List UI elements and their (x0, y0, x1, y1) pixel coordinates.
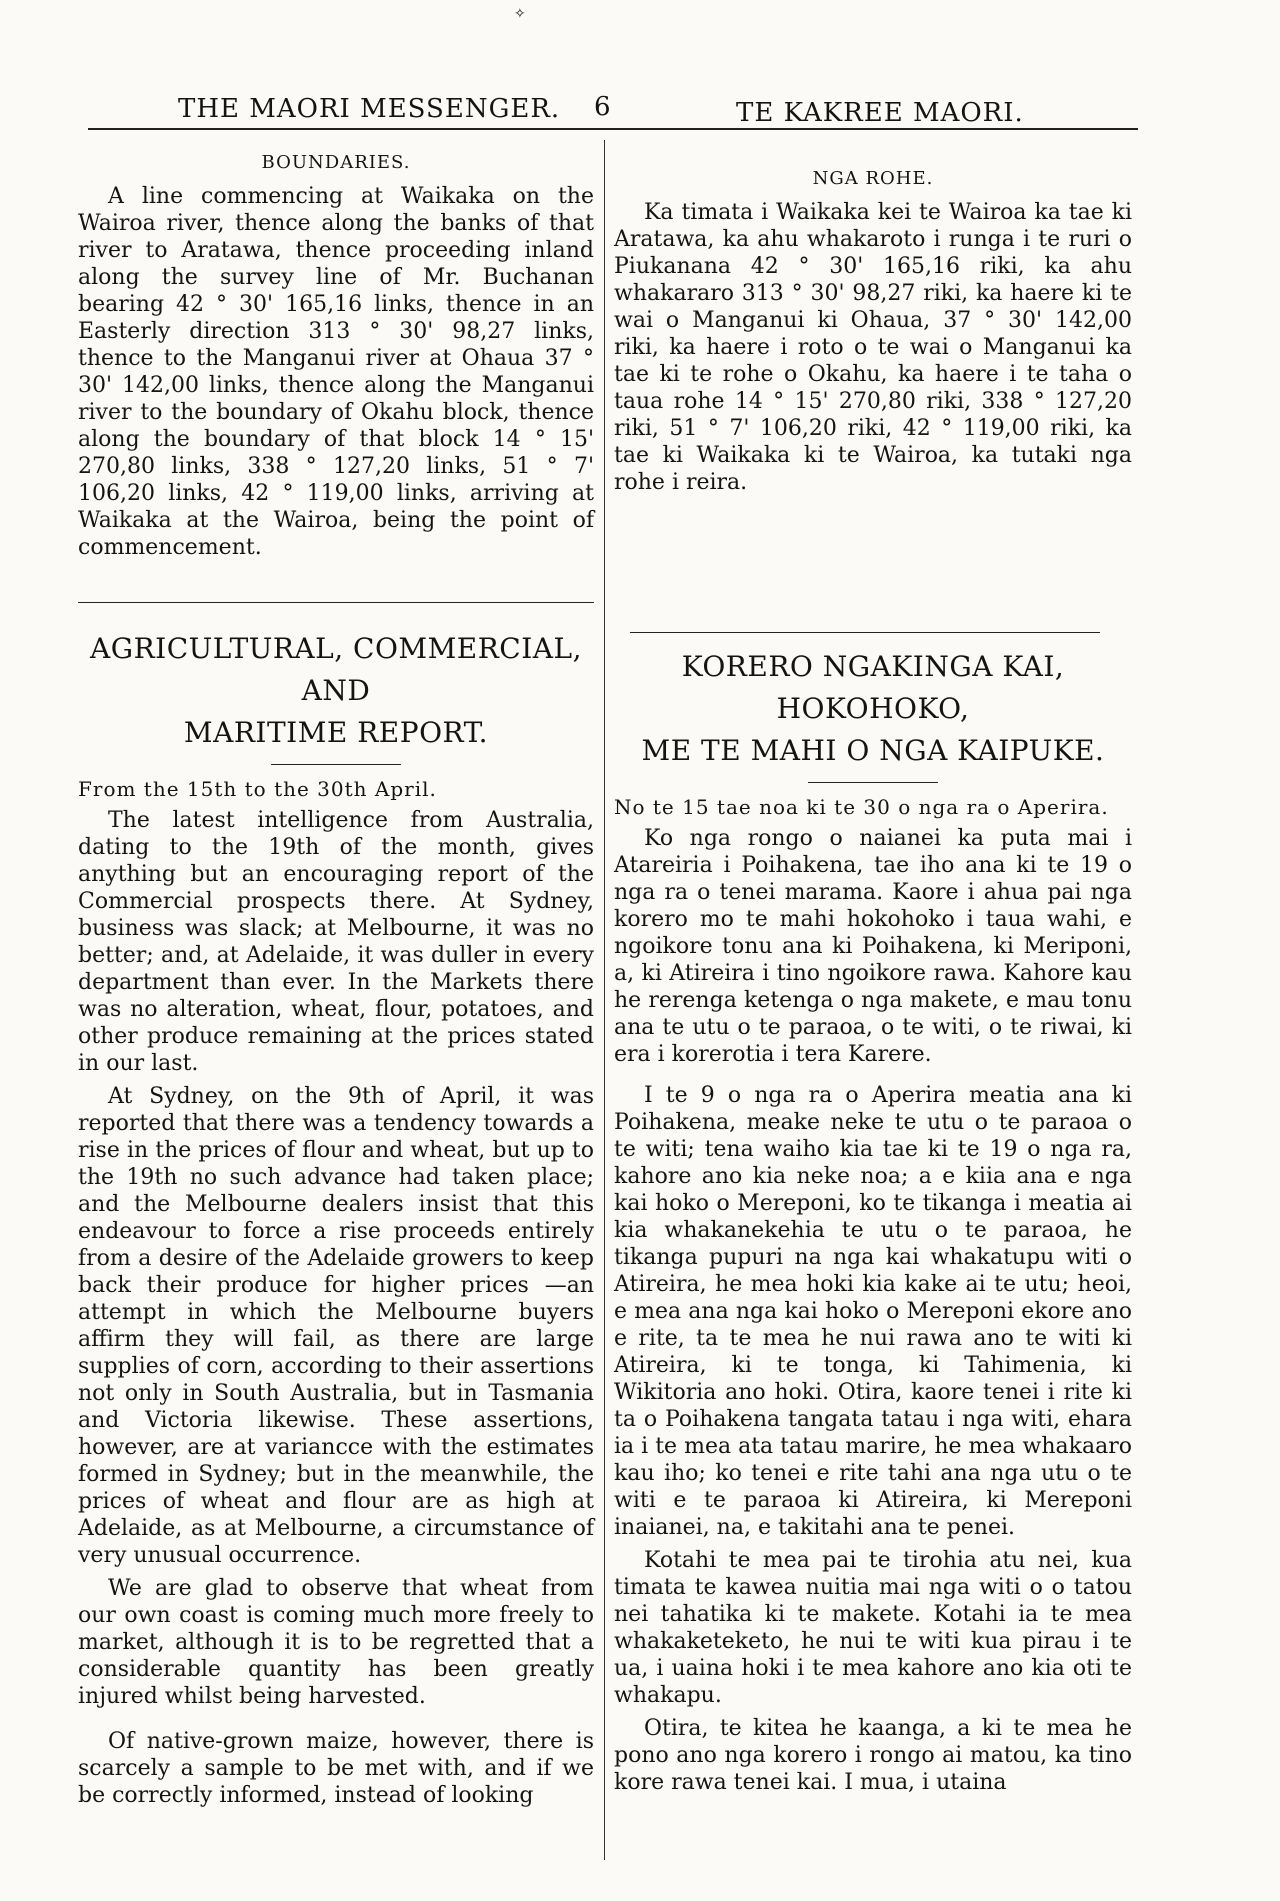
report-heading-line-2: MARITIME REPORT. (183, 716, 489, 749)
report-paragraph: At Sydney, on the 9th of April, it was reported that there was a tendency towards a rise in the prices of flour and wheat, but up to the 19th no such advance had taken place; and the Melbourne dealers insist that this endeavour to force a rise proceeds entirely from a desire of the Adelaide growers to keep back their produce for higher prices —an attempt in which the Melbourne buyers affirm they will fail, as there are large supplies of corn, according to their assertions not only in South Australia, but in Tasmania and Victoria likewise. These assertions, however, are at variancce with the estimates formed in Sydney; but in the meanwhile, the prices of wheat and flour are as high at Adelaide, as at Melbourne, a circumstance of very unusual occurrence. (78, 1084, 594, 1568)
boundaries-heading: BOUNDARIES. (261, 152, 411, 173)
section-rule (78, 602, 594, 603)
report-paragraph: Otira, te kitea he kaanga, a ki te mea he pono ano nga korero i rongo ai matou, ka tino kore rawa tenei kai. I mua, i utaina (614, 1716, 1132, 1795)
masthead (0, 88, 1280, 132)
maori-report-section (614, 646, 1132, 1802)
section-rule (630, 632, 1100, 633)
heading-rule (271, 764, 401, 765)
boundaries-paragraph: Ka timata i Waikaka kei te Wairoa ka tae ki Aratawa, ka ahu whakaroto i runga i te ruri o Piukanana 42 ° 30' 165,16 riki, ka ahu whakararo 313 ° 30' 98,27 riki, ka haere ki te wai o Manganui ki Ohaua, 37 ° 30' 142,00 riki, ka haere i roto o te wai o Manganui ka tae ki te rohe o Okahu, ka haere i te taha o taua rohe 14 ° 15' 270,80 riki, 338 ° 127,20 riki, 51 ° 7' 106,20 riki, 42 ° 119,00 riki, ka tae ki Waikaka ki te Wairoa, ka tutaki nga rohe i reira. (614, 200, 1132, 495)
english-boundaries-section (78, 152, 594, 567)
header-rule (88, 128, 1138, 130)
report-date-range: No te 15 tae noa ki te 30 o nga ra o Aperira. (614, 795, 1109, 819)
boundaries-heading: NGA ROHE. (812, 168, 934, 189)
report-heading-line-2: ME TE MAHI O NGA KAIPUKE. (641, 734, 1105, 767)
report-heading-line-1: AGRICULTURAL, COMMERCIAL, AND (90, 632, 582, 707)
report-paragraph: I te 9 o nga ra o Aperira meatia ana ki Poihakena, meake neke te utu o te paraoa o te witi; tena waiho kia tae ki te 19 o nga ra, kahore ano kia neke noa; a e kiia ana e nga kai hoko o Mereponi, ko te tikanga i meatia ai kia whakanekehia te utu o te paraoa, he tikanga pupuri na nga kai whakatupu witi o Atireira, he mea hoki kia kake ai te utu; heoi, e mea ana nga kai hoko o Mereponi ekore ano e rite, ta te mea he nui rawa ano te witi ki Atireira, ki te tonga, ki Tahimenia, ki Wikitoria ano hoki. Otira, kaore tenei i rite ki ta o Poihakena tangata tatau i nga witi, ehara ia i te mea ata tatau marire, he mea whakaaro kau iho; ko tenei e rite tahi ana nga utu o te witi e te paraoa ki Atireira, ki Mereponi inaianei, na, e takitahi ana te penei. (614, 1083, 1132, 1540)
report-paragraph: The latest intelligence from Australia, dating to the 19th of the month, gives anything but an encouraging report of the Commercial prospects there. At Sydney, business was slack; at Melbourne, it was no better; and, at Adelaide, it was duller in every department than ever. In the Markets there was no alteration, wheat, flour, potatoes, and other produce remaining at the prices stated in our last. (78, 808, 594, 1076)
report-paragraph: We are glad to observe that wheat from our own coast is coming much more freely to market, although it is to be regretted that a considerable quantity has been greatly injured whilst being harvested. (78, 1576, 594, 1709)
english-report-section (78, 628, 594, 1815)
report-heading-line-1: KORERO NGAKINGA KAI, HOKOHOKO, (681, 650, 1065, 725)
boundaries-paragraph: A line commencing at Waikaka on the Wairoa river, thence along the banks of that river to Aratawa, thence proceeding inland along the survey line of Mr. Buchanan bearing 42 ° 30' 165,16 links, thence in an Easterly direction 313 ° 30' 98,27 links, thence to the Manganui river at Ohaua 37 ° 30' 142,00 links, thence along the Manganui river to the boundary of Okahu block, thence along the boundary of that block 14 ° 15' 270,80 links, 338 ° 127,20 links, 51 ° 7' 106,20 links, 42 ° 119,00 links, arriving at Waikaka at the Wairoa, being the point of commencement. (78, 184, 594, 560)
english-title: THE MAORI MESSENGER. (178, 94, 561, 124)
page-corner-mark: ✧ (514, 6, 526, 22)
maori-boundaries-section (614, 168, 1132, 502)
report-date-range: From the 15th to the 30th April. (78, 777, 437, 801)
maori-title: TE KAKREE MAORI. (736, 98, 1024, 128)
report-paragraph: Of native-grown maize, however, there is scarcely a sample to be met with, and if we be correctly informed, instead of looking (78, 1729, 594, 1808)
report-paragraph: Ko nga rongo o naianei ka puta mai i Atareiria i Poihakena, tae iho ana ki te 19 o nga ra o tenei marama. Kaore i ahua pai nga korero mo te mahi hokohoko i taua wahi, e ngoikore tonu ana ki Poihakena, ki Meriponi, a, ki Atireira i tino ngoikore rawa. Kahore kau he rerenga ketenga o nga makete, e mau tonu ana te utu o te paraoa, o te witi, o te riwai, ki era i korerotia i tera Karere. (614, 826, 1132, 1067)
page-number: 6 (594, 92, 611, 122)
column-divider (604, 140, 605, 1860)
heading-rule (808, 782, 938, 783)
report-paragraph: Kotahi te mea pai te tirohia atu nei, kua timata te kawea nuitia mai nga witi o o tatou nei tahatika ki te makete. Kotahi ia te mea whakaketeketo, he nui te witi kua pirau i te ua, i uaina hoki i te mea kahore ano kia oti te whakapu. (614, 1548, 1132, 1708)
